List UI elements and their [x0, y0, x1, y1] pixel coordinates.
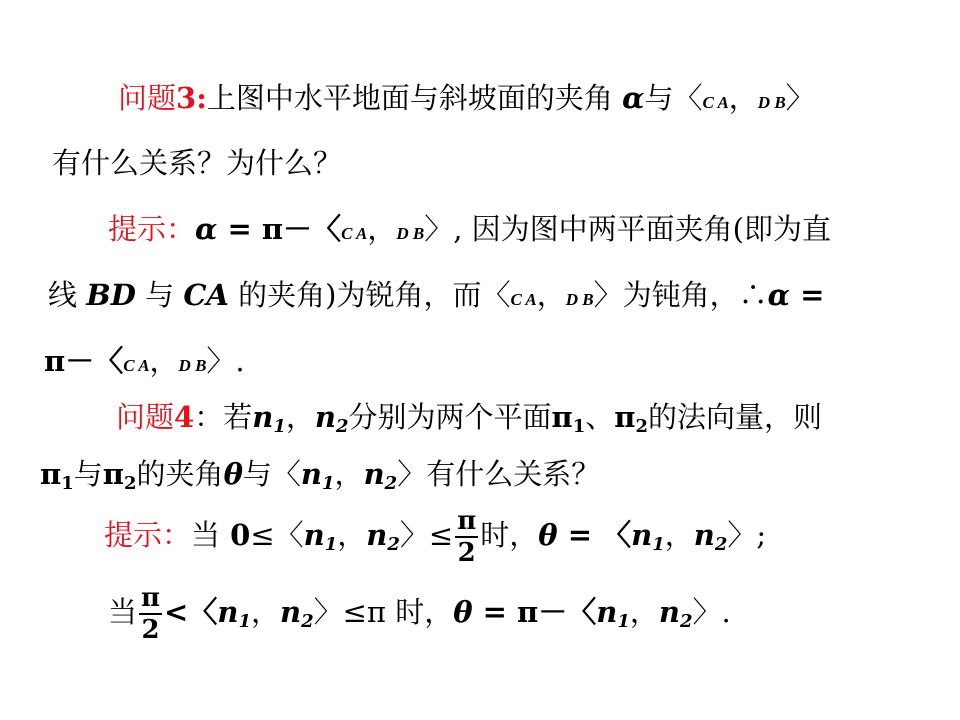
normal-n1: $n_1$ — [217, 595, 251, 632]
comma: ， — [664, 518, 694, 552]
text-fragment: 与 — [135, 278, 184, 312]
text-fragment: 线 — [48, 278, 87, 312]
plane-pi1: $\pi_1$ — [551, 400, 586, 437]
comma: ， — [149, 344, 179, 378]
comma: ， — [334, 457, 364, 491]
normal-n2: $n_2$ — [658, 595, 693, 632]
text-fragment: ≤〈 — [250, 518, 304, 552]
fraction-pi-over-2: $\frac{\pi}{2}$ — [457, 506, 477, 568]
text-fragment: 当 — [191, 518, 221, 552]
plane-pi2: $\pi_2$ — [102, 457, 137, 494]
text-fragment: 的夹角 — [136, 457, 224, 491]
normal-n2: $n_2$ — [363, 457, 398, 494]
text-fragment: 〉, 因为图中两平面夹角(即为直 — [424, 212, 832, 246]
hint4-line2 — [108, 580, 731, 644]
vector-db: D B — [396, 224, 425, 243]
text-fragment: 〉≤π 时， — [313, 595, 454, 629]
text-fragment: = π－〈 — [217, 212, 342, 246]
hint4-label: 提示： — [104, 518, 192, 552]
right-angle-bracket: 〉 — [785, 81, 815, 115]
vector-ca: C A — [702, 93, 729, 112]
vector-ca: C A — [510, 290, 537, 309]
text-fragment: 的法向量，则 — [648, 400, 823, 434]
normal-n2: $n_2$ — [693, 518, 728, 555]
zero: 0 — [220, 518, 251, 552]
comma: ， — [629, 595, 659, 629]
hint3-line3 — [44, 341, 245, 386]
comma: ， — [728, 81, 758, 115]
normal-n1: $n_1$ — [596, 595, 630, 632]
normal-n2: $n_2$ — [314, 400, 349, 437]
hint3-line2 — [48, 275, 824, 320]
text-fragment: 〉为钝角，∴ — [593, 278, 768, 312]
text-fragment: 与 — [73, 457, 103, 491]
alpha-symbol: α — [195, 212, 218, 246]
hint4-line1 — [104, 503, 766, 567]
theta-symbol: θ — [538, 518, 558, 552]
comma: ， — [337, 518, 367, 552]
text-fragment: 与〈 — [242, 457, 301, 491]
comma: ， — [285, 400, 315, 434]
theta-symbol: θ — [223, 457, 243, 491]
text-fragment: = 〈 — [557, 518, 632, 552]
alpha-symbol: α — [767, 278, 790, 312]
text-fragment: 、 — [585, 400, 615, 434]
vector-db: D B — [565, 290, 594, 309]
vector-ca: C A — [341, 224, 368, 243]
comma: ， — [250, 595, 280, 629]
comma: ， — [367, 212, 397, 246]
text-fragment: 〉. — [206, 344, 245, 378]
plane-pi1: $\pi_1$ — [40, 457, 74, 494]
normal-n1: $n_1$ — [300, 457, 335, 494]
question4-line2 — [40, 454, 600, 494]
text-fragment: 〉; — [727, 518, 767, 552]
question3-line2 — [52, 143, 342, 183]
text-fragment: 与〈 — [644, 81, 703, 115]
text-fragment: 当 — [108, 595, 138, 629]
normal-n2: $n_2$ — [366, 518, 400, 555]
theta-symbol: θ — [453, 595, 473, 629]
alpha-symbol: α — [622, 81, 645, 115]
text-fragment: 〉. — [692, 595, 731, 629]
question3-text: 上图中水平地面与斜坡面的夹角 — [206, 81, 613, 115]
comma: ， — [536, 278, 566, 312]
question3-line1 — [118, 78, 815, 123]
vector-db: D B — [178, 356, 207, 375]
text-fragment: = π－〈 — [472, 595, 597, 629]
text-fragment: π－〈 — [44, 344, 124, 378]
vector-db: D B — [757, 93, 786, 112]
segment-bd: BD — [86, 278, 136, 312]
hint3-line1 — [108, 209, 831, 254]
text-fragment: 〉≤ — [399, 518, 454, 552]
text-fragment: 分别为两个平面 — [348, 400, 552, 434]
vector-ca: C A — [123, 356, 150, 375]
plane-pi2: $\pi_2$ — [614, 400, 649, 437]
hint3-label: 提示： — [108, 212, 196, 246]
normal-n1: $n_1$ — [303, 518, 338, 555]
question4-label: 问题 — [116, 400, 175, 434]
normal-n2: $n_2$ — [280, 595, 314, 632]
segment-ca: CA — [183, 278, 229, 312]
question4-number: 4 — [174, 400, 195, 434]
text-fragment: 时， — [480, 518, 539, 552]
text-fragment: 的夹角)为锐角，而〈 — [228, 278, 511, 312]
fraction-pi-over-2: $\frac{\pi}{2}$ — [141, 583, 161, 645]
text-fragment: <〈 — [164, 595, 218, 629]
normal-n1: $n_1$ — [252, 400, 286, 437]
normal-n1: $n_1$ — [631, 518, 665, 555]
text-fragment: 〉有什么关系？ — [397, 457, 601, 491]
question3-text-line2: 有什么关系？为什么？ — [52, 146, 343, 180]
question4-line1 — [116, 397, 822, 437]
question3-number: 3: — [176, 81, 207, 115]
text-fragment: ：若 — [194, 400, 253, 434]
text-fragment: = — [790, 278, 825, 312]
question3-label: 问题 — [118, 81, 177, 115]
